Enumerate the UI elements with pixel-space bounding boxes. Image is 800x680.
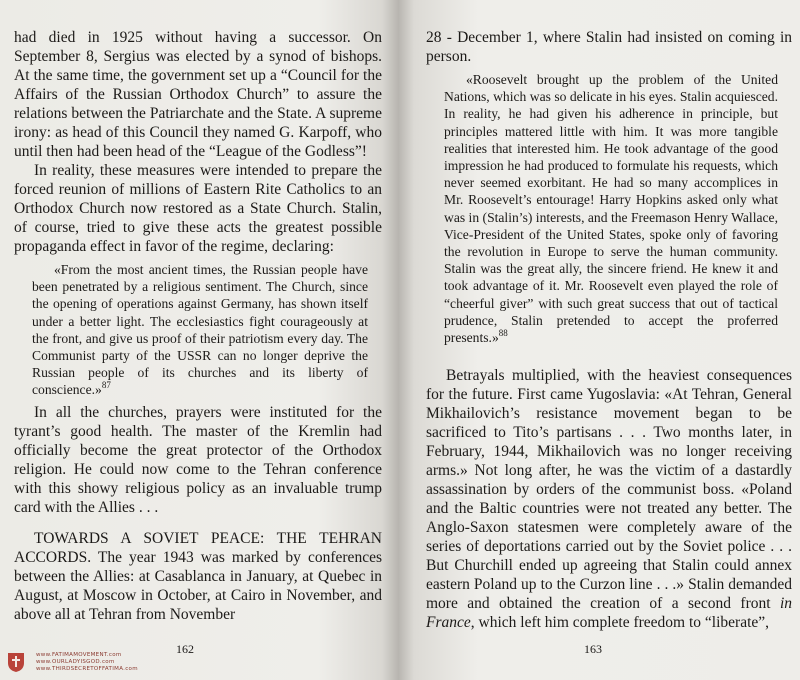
footer-urls: [36, 652, 138, 673]
right-page: [398, 0, 800, 680]
quote-text: «From the most ancient times, the Russian people have been penetrated by a religious sentiment. The Church, since the opening of operations against Germany, has shown itself under a better light. The ecclesiastics fight courageously at the front, and give us proof of their patriotism every day. The Communist party of the USSR can no longer deprive the Russian people of its churches and its liberty of conscience.»: [32, 262, 368, 398]
paragraph: 28 - December 1, where Stalin had insisted on coming in person.: [426, 29, 792, 65]
fatima-shield-icon: [6, 651, 26, 673]
footer-url[interactable]: www.FATIMAMOVEMENT.com: [36, 652, 122, 658]
right-page-text: [426, 28, 792, 632]
footnote-ref: 88: [498, 328, 508, 339]
footer-url[interactable]: www.THIRDSECRETOFFATIMA.com: [36, 666, 138, 672]
paragraph: [426, 366, 792, 632]
paragraph-text: , which left him complete freedom to “liberate”,: [470, 614, 770, 632]
left-page: [0, 0, 398, 680]
footer-url[interactable]: www.OURLADYISGOD.com: [36, 659, 115, 665]
section-text: The year 1943 was marked by conferences between the Allies: at Casablanca in January, at Quebec in August, at Moscow in October, at Cairo in November, and above all at Tehran from November: [14, 548, 382, 623]
paragraph-text: Betrayals multiplied, with the heaviest consequences for the future. First came Yugoslavia: «At Tehran, General Mikhailovich’s resistance movement began to be sacrificed to Tito’s partisans . . . Two months later, in February, 1944, Mikhailovich was no longer receiving arms.» Not long after, he was the victim of a dastardly assassination by orders of the communist boss. «Poland and the Baltic countries were not treated any better. The Anglo-Saxon statesmen were completely aware of the series of deportations carried out by the Soviet police . . . But Churchill ended up agreeing that Stalin could annex eastern Poland up to the Curzon line . . .» Stalin demanded more and obtained the creation of a second front: [426, 367, 792, 613]
footnote-ref: 87: [101, 380, 111, 391]
paragraph: In all the churches, prayers were instituted for the tyrant’s good health. The master of the Kremlin had officially become the great protector of the Orthodox religion. He could now come to the Tehran conference with this showy religious policy as an invaluable trump card with the Allies . . .: [14, 403, 382, 516]
quote-text: «Roosevelt brought up the problem of the United Nations, which was so delicate in his eyes. Stalin acquiesced. In reality, he had given his adherence in principle, but principles mattered little with him. It was more tangible realities that interested him. He took advantage of the good impression he had produced to formulate his requests, which never seemed exorbitant. He had so many accomplices in Mr. Roosevelt’s entourage! Harry Hopkins asked only what was in (Stalin’s) interests, and the Freemason Henry Wallace, Vice-President of the United States, spoke only of favoring the revolution in Europe to serve the human community. Stalin was the great ally, the sincere friend. He knew it and took advantage of it. Mr. Roosevelt even played the role of “cheerful giver” with such great success that out of tactical prudence, Stalin pretended to accept the proferred presents.»: [444, 72, 778, 346]
page-number: 163: [584, 642, 602, 656]
left-page-text: [14, 28, 382, 624]
page-number: 162: [176, 642, 194, 656]
block-quote: [32, 261, 368, 399]
italic-phrase: in France: [426, 595, 792, 632]
section-paragraph: [14, 529, 382, 624]
paragraph: In reality, these measures were intended to prepare the forced reunion of millions of Eastern Rite Catholics to an Orthodox Church now restored as a State Church. Stalin, of course, tried to give these acts the greatest possible propaganda effect in favor of the regime, declaring:: [14, 162, 382, 255]
block-quote: [444, 71, 778, 346]
section-heading: TOWARDS A SOVIET PEACE: THE TEHRAN ACCORDS.: [14, 529, 382, 566]
paragraph: had died in 1925 without having a successor. On September 8, Sergius was elected by a synod of bishops. At the same time, the government set up a “Council for the Affairs of the Russian Orthodox Church” to assure the relations between the Patriarchate and the State. A supreme irony: as head of this Council they named G. Karpoff, who until then had been head of the “League of the Godless”!: [14, 29, 382, 160]
